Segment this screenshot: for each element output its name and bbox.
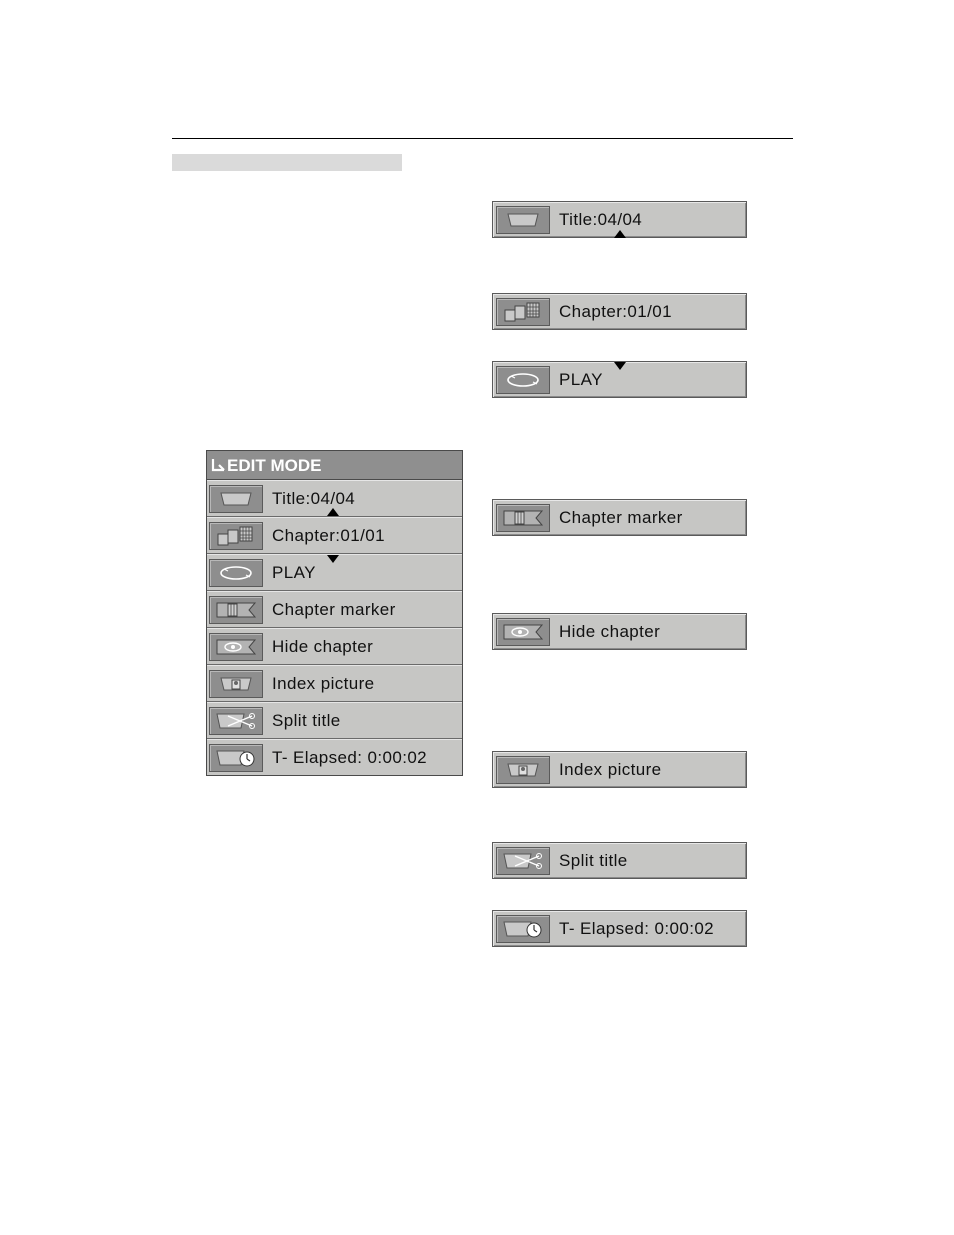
menu-item-title[interactable]: [207, 480, 462, 517]
bar-label: Index picture: [559, 759, 662, 779]
play-loop-icon: [496, 366, 550, 394]
bar-label: Split title: [559, 850, 628, 870]
menu-header: [207, 451, 462, 480]
split-scissors-icon: [209, 707, 263, 735]
split-title-bar[interactable]: [492, 842, 747, 879]
index-picture-icon: [209, 670, 263, 698]
menu-item-label: PLAY: [272, 562, 316, 582]
index-picture-bar[interactable]: [492, 751, 747, 788]
menu-item-label: Index picture: [272, 673, 375, 693]
menu-item-split-title[interactable]: [207, 702, 462, 739]
title-folder-icon: [209, 485, 263, 513]
menu-item-hide-chapter[interactable]: [207, 628, 462, 665]
chapter-marker-bar[interactable]: [492, 499, 747, 536]
bar-label: T- Elapsed: 0:00:02: [559, 918, 715, 938]
bar-label: Chapter:01/01: [559, 301, 672, 321]
cursor-up-triangle-icon: [614, 230, 626, 238]
menu-item-label: Hide chapter: [272, 636, 374, 656]
title-folder-icon: [496, 206, 550, 234]
menu-item-elapsed[interactable]: [207, 739, 462, 775]
edit-mode-menu: [206, 450, 463, 776]
index-picture-icon: [496, 756, 550, 784]
chapter-grid-icon: [209, 522, 263, 550]
header-rule: [172, 138, 793, 139]
menu-item-label: T- Elapsed: 0:00:02: [272, 747, 428, 767]
cursor-down-triangle-icon: [327, 555, 339, 563]
menu-item-label: Chapter:01/01: [272, 525, 385, 545]
title-bar[interactable]: [492, 201, 747, 238]
cursor-up-triangle-icon: [327, 508, 339, 516]
hide-chapter-bar[interactable]: [492, 613, 747, 650]
chapter-marker-icon: [209, 596, 263, 624]
menu-item-label: Chapter marker: [272, 599, 396, 619]
play-bar[interactable]: [492, 361, 747, 398]
split-scissors-icon: [496, 847, 550, 875]
bar-label: PLAY: [559, 369, 603, 389]
menu-item-label: Split title: [272, 710, 341, 730]
play-loop-icon: [209, 559, 263, 587]
return-arrow-icon: [211, 458, 225, 472]
hide-chapter-eye-icon: [496, 618, 550, 646]
elapsed-clock-icon: [496, 915, 550, 943]
menu-item-chapter[interactable]: [207, 517, 462, 554]
chapter-bar[interactable]: [492, 293, 747, 330]
chapter-grid-icon: [496, 298, 550, 326]
cursor-down-triangle-icon: [614, 362, 626, 370]
bar-label: Chapter marker: [559, 507, 683, 527]
menu-item-play[interactable]: [207, 554, 462, 591]
elapsed-clock-icon: [209, 744, 263, 772]
bar-label: Title:04/04: [559, 209, 643, 229]
bar-label: Hide chapter: [559, 621, 661, 641]
menu-item-index-picture[interactable]: [207, 665, 462, 702]
menu-item-label: Title:04/04: [272, 488, 356, 508]
menu-title: EDIT MODE: [227, 456, 322, 475]
chapter-marker-icon: [496, 504, 550, 532]
elapsed-bar[interactable]: [492, 910, 747, 947]
hide-chapter-eye-icon: [209, 633, 263, 661]
section-heading-bar: [172, 154, 402, 171]
menu-item-chapter-marker[interactable]: [207, 591, 462, 628]
